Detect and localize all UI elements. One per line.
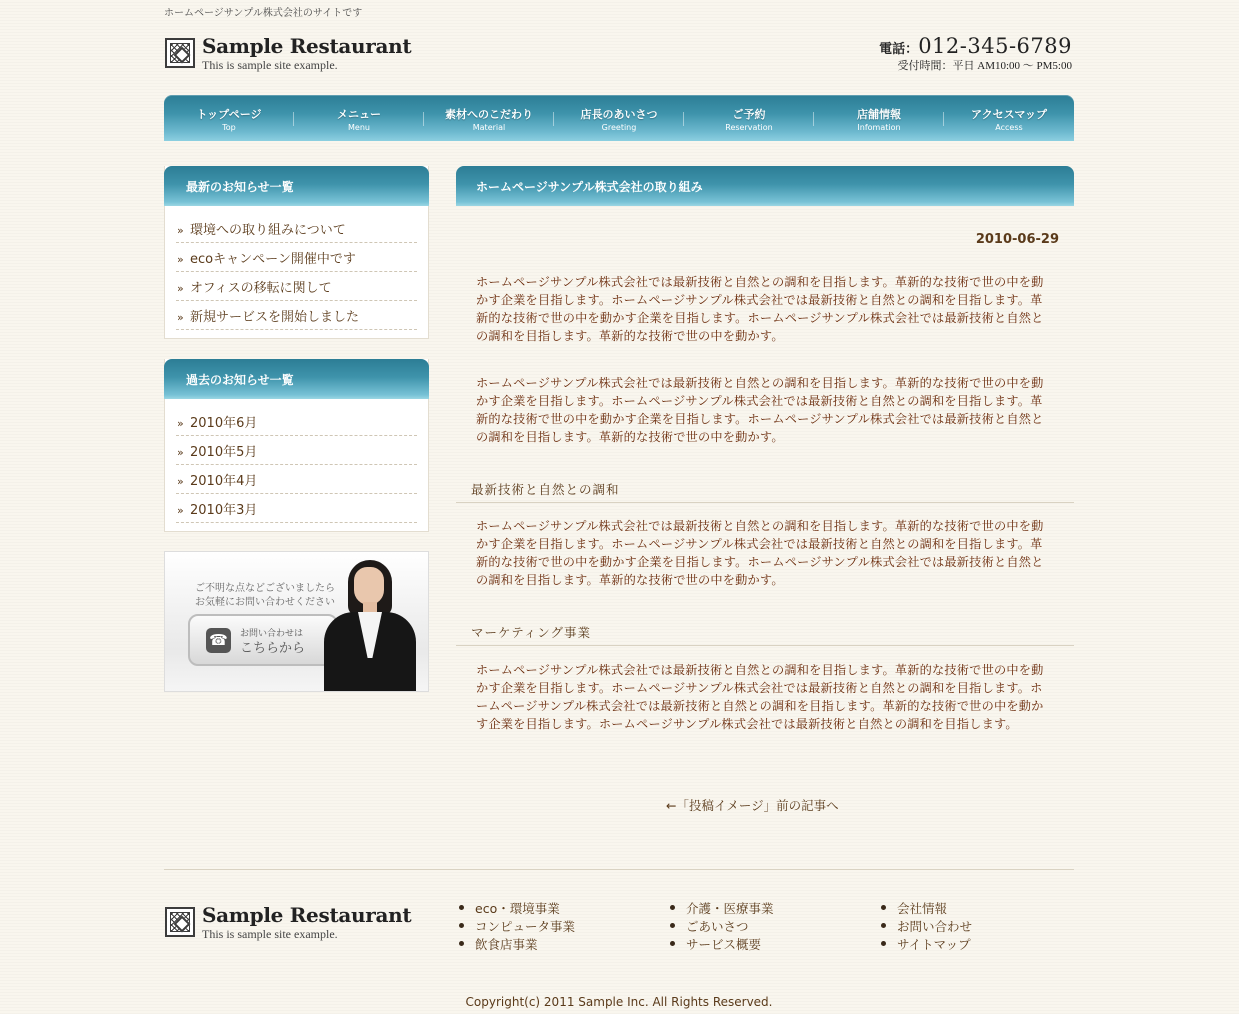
article-paragraph: ホームページサンプル株式会社では最新技術と自然との調和を目指します。革新的な技術で世の中を動かす企業を目指します。ホームページサンプル株式会社では最新技術と自然との調和を目指します。革新的な技術で世の中を動かす企業を目指します。ホームページサンプル株式会社では最新技術と自然との調和を目指します。革新的な技術で世の中を動かす。 [476, 376, 1044, 444]
footer-links-col2 [669, 899, 774, 953]
nav-item-information[interactable] [814, 95, 944, 141]
archive-title: 過去のお知らせ一覧 [164, 359, 429, 399]
latest-news-box [164, 166, 429, 339]
global-nav [164, 95, 1074, 141]
article-paragraph: ホームページサンプル株式会社では最新技術と自然との調和を目指します。革新的な技術で世の中を動かす企業を目指します。ホームページサンプル株式会社では最新技術と自然との調和を目指します。革新的な技術で世の中を動かす企業を目指します。ホームページサンプル株式会社では最新技術と自然との調和を目指します。革新的な技術で世の中を動かす。 [476, 519, 1044, 587]
site-logo[interactable] [164, 34, 412, 78]
archive-box [164, 359, 429, 532]
footer-logo-subtitle: This is sample site example. [202, 927, 338, 941]
nav-item-sublabel: Menu [348, 123, 370, 132]
latest-news-item[interactable]: » 新規サービスを開始しました [176, 301, 417, 330]
section-heading: マーケティング事業 [456, 620, 1074, 646]
contact-banner[interactable] [164, 551, 429, 692]
archive-item[interactable]: » 2010年3月 [176, 494, 417, 523]
main-content [456, 166, 1074, 813]
nav-item-material[interactable] [424, 95, 554, 141]
nav-item-greeting[interactable] [554, 95, 684, 141]
page-wrapper [164, 0, 1074, 1014]
contact-button[interactable] [188, 614, 338, 666]
logo-subtitle: This is sample site example. [202, 58, 338, 72]
nav-item-top[interactable] [164, 95, 294, 141]
phone-hours: 受付時間：平日 AM10:00 〜 PM5:00 [897, 60, 1072, 72]
contact-button-small: お問い合わせは [240, 629, 304, 639]
nav-item-sublabel: Top [222, 123, 236, 132]
copyright: Copyright(c) 2011 Sample Inc. All Rights Reserved. [465, 995, 773, 1009]
footer-link[interactable]: ごあいさつ [669, 917, 774, 935]
footer-link[interactable]: お問い合わせ [880, 917, 972, 935]
footer-link[interactable]: 会社情報 [880, 899, 972, 917]
banner-line: お気軽にお問い合わせください [195, 597, 335, 608]
nav-item-label: アクセスマップ [970, 108, 1047, 121]
footer-links-col1 [458, 899, 575, 953]
nav-item-sublabel: Material [472, 123, 506, 132]
nav-item-label: 素材へのこだわり [445, 108, 533, 121]
footer-links-col3 [880, 899, 972, 953]
footer-logo-title: Sample Restaurant [202, 903, 412, 927]
logo-title: Sample Restaurant [202, 34, 412, 58]
nav-item-label: 店長のあいさつ [580, 108, 658, 121]
footer-link[interactable]: eco・環境事業 [458, 899, 575, 917]
article-paragraph: ホームページサンプル株式会社では最新技術と自然との調和を目指します。革新的な技術で世の中を動かす企業を目指します。ホームページサンプル株式会社では最新技術と自然との調和を目指します。ホームページサンプル株式会社では最新技術と自然との調和を目指します。革新的な技術で世の中を動かす企業を目指します。ホームページサンプル株式会社では最新技術と自然との調和を目指します。 [476, 663, 1044, 731]
nav-item-sublabel: Greeting [601, 123, 637, 132]
nav-item-sublabel: Access [995, 123, 1023, 132]
site-tagline: ホームページサンプル株式会社のサイトです [164, 8, 363, 19]
banner-line: ご不明な点などございましたら [195, 583, 335, 594]
nav-item-label: 店舗情報 [857, 108, 901, 121]
latest-news-item[interactable]: » 環境への取り組みについて [176, 214, 417, 243]
article-title: ホームページサンプル株式会社の取り組み [456, 166, 1074, 206]
nav-item-sublabel: Reservation [725, 123, 773, 132]
contact-button-label: こちらから [240, 641, 306, 656]
footer-link[interactable]: 介護・医療事業 [669, 899, 774, 917]
nav-item-label: トップページ [196, 108, 262, 121]
logo-emblem-icon [165, 907, 195, 937]
latest-news-title: 最新のお知らせ一覧 [164, 166, 429, 206]
previous-post-link[interactable]: ←「投稿イメージ」前の記事へ [666, 798, 839, 813]
nav-item-label: メニュー [337, 108, 381, 121]
nav-item-menu[interactable] [294, 95, 424, 141]
operator-photo [320, 560, 429, 692]
latest-news-list [165, 206, 428, 330]
phone-contact [879, 34, 1072, 73]
nav-item-reservation[interactable] [684, 95, 814, 141]
archive-item[interactable]: » 2010年5月 [176, 436, 417, 465]
archive-item[interactable]: » 2010年4月 [176, 465, 417, 494]
archive-list [165, 399, 428, 523]
phone-number: 012-345-6789 [918, 34, 1072, 58]
footer-logo[interactable] [164, 903, 412, 947]
archive-item[interactable]: » 2010年6月 [176, 407, 417, 436]
latest-news-item[interactable]: » ecoキャンペーン開催中です [176, 243, 417, 272]
nav-item-label: ご予約 [732, 108, 766, 121]
phone-icon: ☎ [206, 628, 231, 653]
footer-divider [164, 869, 1074, 870]
nav-item-access[interactable] [944, 95, 1074, 141]
section-heading: 最新技術と自然との調和 [456, 477, 1074, 503]
nav-item-sublabel: Infomation [857, 123, 901, 132]
post-date: 2010-06-29 [975, 232, 1059, 247]
article-paragraph: ホームページサンプル株式会社では最新技術と自然との調和を目指します。革新的な技術で世の中を動かす企業を目指します。ホームページサンプル株式会社では最新技術と自然との調和を目指します。革新的な技術で世の中を動かす企業を目指します。ホームページサンプル株式会社では最新技術と自然との調和を目指します。革新的な技術で世の中を動かす。 [476, 275, 1044, 343]
footer-link[interactable]: 飲食店事業 [458, 935, 575, 953]
banner-message [195, 582, 335, 610]
footer-link[interactable]: コンピュータ事業 [458, 917, 575, 935]
phone-label: 電話： [879, 42, 919, 57]
latest-news-item[interactable]: » オフィスの移転に関して [176, 272, 417, 301]
footer-link[interactable]: サービス概要 [669, 935, 774, 953]
logo-emblem-icon [165, 38, 195, 68]
footer-link[interactable]: サイトマップ [880, 935, 972, 953]
